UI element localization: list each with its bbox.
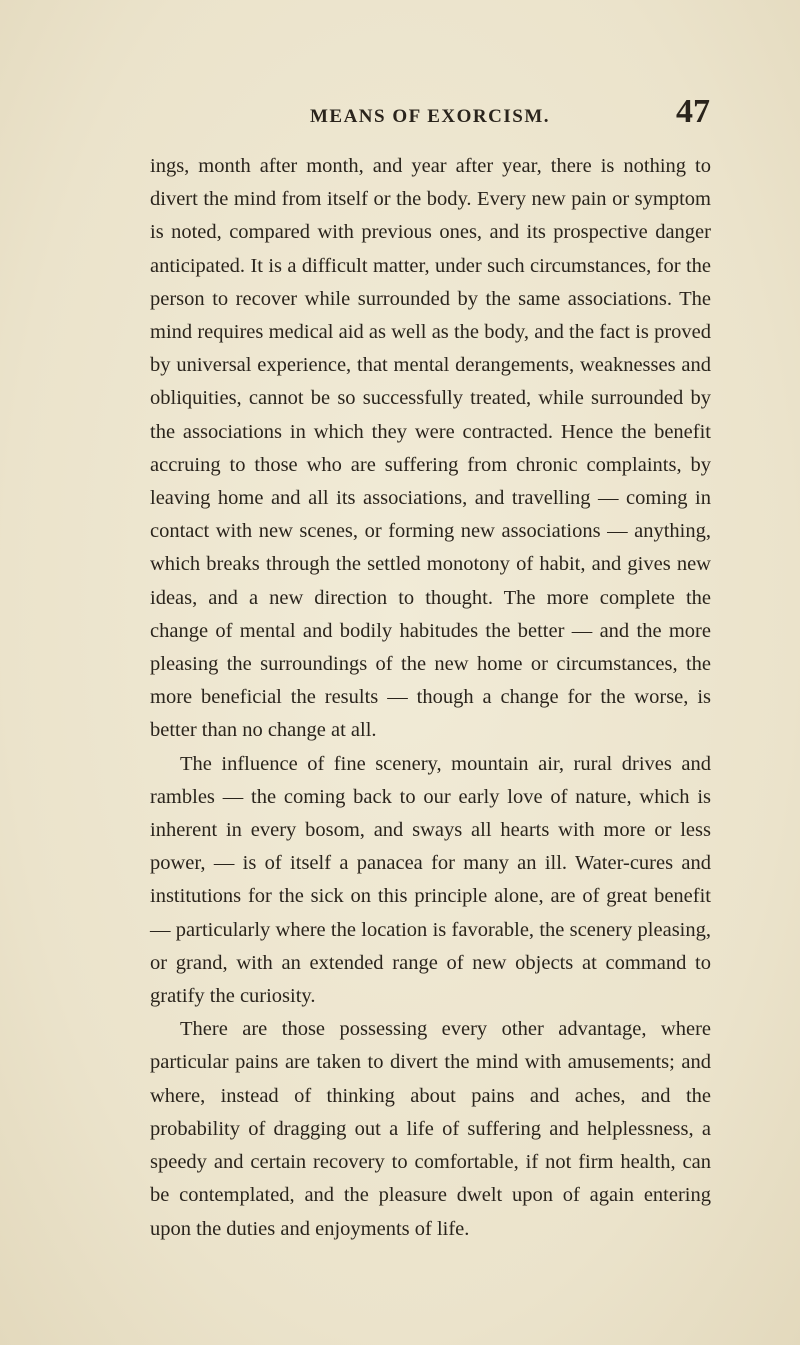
- paragraph: There are those possessing every other advantage, where particular pains are taken to divert the mind with amusements; and where, instead of thinking about pains and aches, and the probability of dragging out a life of suffering and helplessness, a speedy and certain recovery to comfortable, if not firm health, can be contemplated, and the pleasure dwelt upon of again entering upon the duties and enjoyments of life.: [150, 1018, 711, 1240]
- body-text: [150, 150, 711, 1246]
- page-number: 47: [676, 93, 710, 130]
- paragraph: The influence of fine scenery, mountain air, rural drives and rambles — the coming back to our early love of nature, which is inherent in every bosom, and sways all hearts with more or less power, — is of itself a panacea for many an ill. Water-cures and institutions for the sick on this principle alone, are of great benefit — particularly where the location is favorable, the scenery pleasing, or grand, with an extended range of new objects at command to gratify the curiosity.: [150, 752, 711, 1008]
- running-head-title: MEANS OF EXORCISM.: [309, 106, 551, 127]
- paragraph: ings, month after month, and year after year, there is nothing to divert the mind from itself or the body. Every new pain or symptom is noted, compared with previous ones, and its prospective danger anticipated. It is a difficult matter, under such circumstances, for the person to recover while surrounded by the same associations. The mind requires medical aid as well as the body, and the fact is proved by universal experience, that mental derangements, weaknesses and obliquities, cannot be so successfully treated, while surrounded by the associations in which they were contracted. Hence the benefit accruing to those who are suffering from chronic complaints, by leaving home and all its associations, and travelling — coming in contact with new scenes, or forming new associations — anything, which breaks through the settled monotony of habit, and gives new ideas, and a new direction to thought. The more complete the change of mental and bodily habitudes the better — and the more pleasing the surroundings of the new home or circumstances, the more beneficial the results — though a change for the worse, is better than no change at all.: [150, 155, 711, 742]
- running-head: [150, 92, 710, 132]
